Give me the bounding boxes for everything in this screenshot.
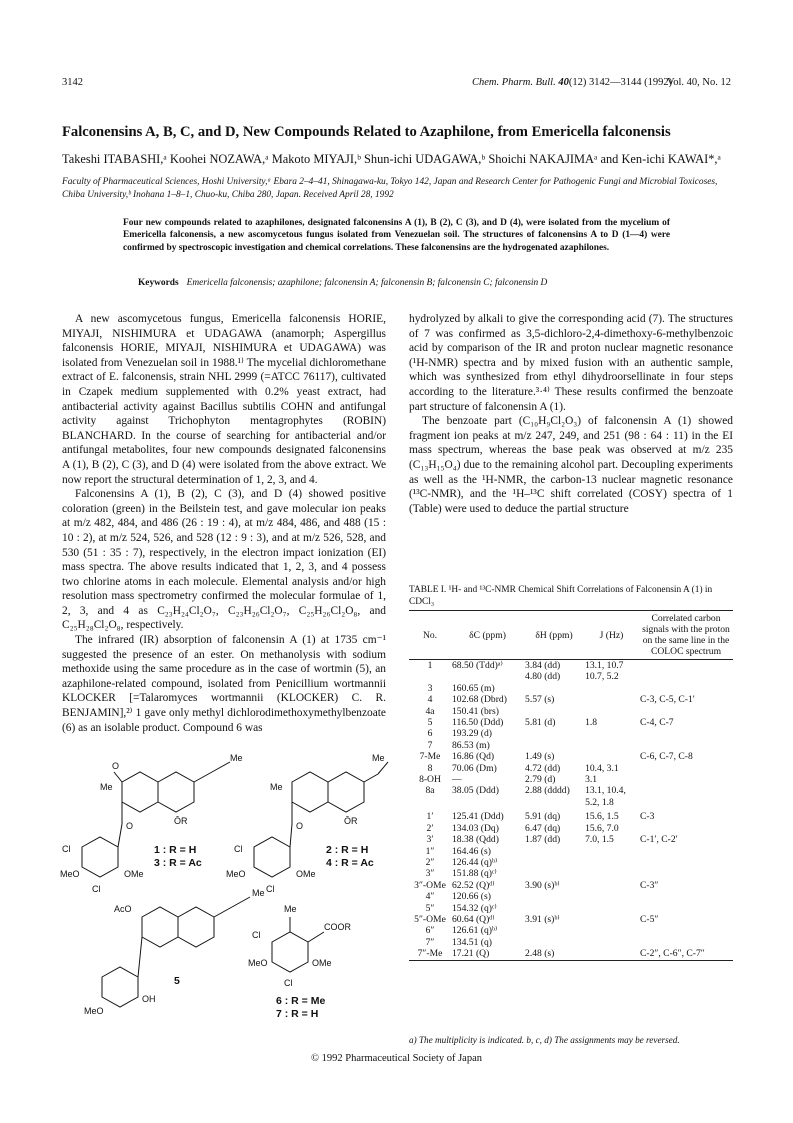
table-row xyxy=(409,937,733,948)
svg-text:Me: Me xyxy=(100,782,113,792)
table-row xyxy=(409,808,733,822)
structure-label: 5 xyxy=(174,975,180,987)
nmr-table xyxy=(409,610,733,961)
table-cell xyxy=(524,683,584,694)
table-row xyxy=(409,925,733,936)
abstract: Four new compounds related to azaphilones, designated falconensins A (1), B (2), C (3), and D (4), were isolated from the mycelium of Emericella falconensis, a new ascomycetous fungus isolated from Venezuelan soil. The structures of falconensins A to D (1—4) were confirmed by spectroscopic investigation and chemical correlations. These falconensins are the hydrogenated azaphilones. xyxy=(123,218,670,253)
table-cell xyxy=(639,868,733,879)
table-cell: 10.7, 5.2 xyxy=(585,671,619,683)
paper-title: Falconensins A, B, C, and D, New Compounds Related to Azaphilone, from Emericella falconensis xyxy=(62,124,671,140)
table-cell xyxy=(584,694,639,705)
table-cell: 17.21 (Q) xyxy=(451,948,524,960)
paragraph: The benzoate part (C₁₀H₉Cl₂O₃) of falconensin A (1) showed fragment ion peaks at m/z 247, 249, and 251 (98 : 64 : 11) in the EI mass spectrum, whereas the base peak was observed at m/z 235 (C₁₃H₁₅O₄) due to the remaining alcohol part. Decoupling experiments as well as the ¹H-NMR, the carbon-13 nuclear magnetic resonance (¹³C-NMR), and the ¹H–¹³C shift correlated (COSY) spectra of 1 (Table) were used to deduce the partial structure xyxy=(409,415,733,515)
table-row xyxy=(409,694,733,705)
table-cell: 120.66 (s) xyxy=(452,891,491,903)
table-cell xyxy=(584,937,639,948)
body-column-left xyxy=(62,312,386,735)
table-cell xyxy=(639,706,733,717)
table-cell: 126.61 (q)ᵇ⁾ xyxy=(452,925,498,937)
table-cell xyxy=(409,671,451,682)
svg-text:OMe: OMe xyxy=(124,869,144,879)
table-cell xyxy=(584,891,639,902)
table-cell: 102.68 (Dbrd) xyxy=(452,694,507,706)
table-cell xyxy=(639,763,733,774)
table-cell: 160.65 (m) xyxy=(452,682,495,694)
table-row xyxy=(409,774,733,785)
col-header-dh: δH (ppm) xyxy=(524,611,584,660)
col-header-j: J (Hz) xyxy=(584,611,639,660)
table-cell: 8 xyxy=(427,762,433,774)
table-row xyxy=(409,660,733,672)
table-body xyxy=(409,660,733,961)
table-row xyxy=(409,751,733,762)
table-cell: C-3″ xyxy=(640,879,659,891)
table-cell: 4.80 (dd) xyxy=(525,671,561,683)
table-cell: 70.06 (Dm) xyxy=(452,762,497,774)
table-cell: 7 xyxy=(427,739,433,751)
col-header-coloc: Correlated carbon signals with the proton on the same line in the COLOC spectrum xyxy=(639,611,733,660)
table-cell xyxy=(584,903,639,914)
table-cell xyxy=(639,846,733,857)
svg-text:OMe: OMe xyxy=(312,958,332,968)
svg-text:OMe: OMe xyxy=(296,869,316,879)
table-cell xyxy=(639,925,733,936)
table-row xyxy=(409,914,733,925)
table-cell: 2′ xyxy=(426,822,434,834)
table-cell: 6 xyxy=(427,728,433,740)
table-cell: 3.91 (s)ᵇ⁾ xyxy=(525,913,560,925)
table-cell: 1.49 (s) xyxy=(525,751,555,763)
svg-text:MeO: MeO xyxy=(84,1006,104,1016)
table-cell: 2.48 (s) xyxy=(524,948,584,960)
table-cell: 4.72 (dd) xyxy=(525,762,561,774)
table-cell: 126.44 (q)ᵇ⁾ xyxy=(452,856,498,868)
table-cell: 7-Me xyxy=(419,751,441,763)
table-cell: 5.91 (dq) xyxy=(525,811,561,823)
table-row xyxy=(409,834,733,845)
table-row xyxy=(409,797,733,808)
table-cell xyxy=(639,740,733,751)
table-cell xyxy=(639,857,733,868)
table-cell: 15.6, 7.0 xyxy=(585,822,619,834)
table-cell xyxy=(584,914,639,925)
svg-text:MeO: MeO xyxy=(248,958,268,968)
structure-label: 2 : R = H xyxy=(326,844,369,856)
table-cell: C-2″, C-6″, C-7″ xyxy=(639,948,733,960)
table-cell xyxy=(524,797,584,808)
table-cell xyxy=(524,728,584,739)
svg-text:Cl: Cl xyxy=(266,884,275,894)
table-cell: 8-OH xyxy=(419,774,441,786)
table-cell: 134.03 (Dq) xyxy=(452,822,499,834)
table-cell: 7.0, 1.5 xyxy=(585,834,614,846)
table-cell: 2.88 (dddd) xyxy=(525,785,570,797)
table-cell: — xyxy=(452,774,462,786)
table-cell: 5″-OMe xyxy=(414,913,446,925)
table-cell: 16.86 (Qd) xyxy=(452,751,495,763)
table-cell: 134.51 (q) xyxy=(452,936,492,948)
table-cell: 2.79 (d) xyxy=(525,774,556,786)
table-cell xyxy=(584,880,639,891)
svg-text:Cl: Cl xyxy=(92,884,101,894)
table-cell xyxy=(524,937,584,948)
table-cell: 154.32 (q)ᶜ⁾ xyxy=(452,902,497,914)
table-cell: 5.57 (s) xyxy=(525,694,555,706)
table-row xyxy=(409,857,733,868)
running-header xyxy=(62,77,731,93)
table-cell: 6.47 (dq) xyxy=(525,822,561,834)
table-footnote: a) The multiplicity is indicated. b, c, d) The assignments may be reversed. xyxy=(409,1035,680,1045)
table-row xyxy=(409,683,733,694)
svg-text:Me: Me xyxy=(270,782,283,792)
table-cell xyxy=(639,671,733,682)
table-cell: 15.6, 1.5 xyxy=(585,811,619,823)
table-cell: 125.41 (Ddd) xyxy=(452,811,504,823)
table-cell xyxy=(639,683,733,694)
table-cell xyxy=(584,846,639,857)
table-cell: 3.90 (s)ᵇ⁾ xyxy=(525,879,560,891)
structure-label: 1 : R = H xyxy=(154,844,197,856)
col-header-no: No. xyxy=(409,611,451,660)
paragraph: Falconensins A (1), B (2), C (3), and D (4) showed positive coloration (green) in the Beilstein test, and gave molecular ion peaks at m/z 482, 484, and 486 (26 : 19 : 4), at m/z 484, 486, and 488 (15 : 10 : 2), at m/z 524, 526, and 528 (12 : 9 : 3), and at m/z 526, 528, and 530 (51 : 35 : 7), respectively, in the electron impact ionization (EI) mass spectra. The above results indicated that 1, 2, 3, and 4 possess two chlorine atoms in each molecule. Elemental analysis and/or high resolution mass spectrometry confirmed the molecular formulae of 1, 2, 3, and 4 as C₂₃H₂₄Cl₂O₇, C₂₃H₂₆Cl₂O₇, C₂₅H₂₆Cl₂O₈, and C₂₅H₂₈Cl₂O₈, respectively. xyxy=(62,488,386,632)
table-cell: 151.88 (q)ᶜ⁾ xyxy=(452,868,497,880)
table-cell: 193.29 (d) xyxy=(452,728,492,740)
table-cell: 3′ xyxy=(426,834,434,846)
paragraph: hydrolyzed by alkali to give the corresponding acid (7). The structures of 7 was confirmed as 3,5-dichloro-2,4-dimethoxy-6-methylbenzoic acid by comparison of the IR and proton nuclear magnetic resonance (¹H-NMR) spectra and by mixed fusion with an authentic sample, which was synthesized from ethyl dihydroorsellinate in four steps according to the literature.³·⁴⁾ These results confirmed the benzoate part structure of falconensin A (1). xyxy=(409,313,733,413)
table-cell: 38.05 (Ddd) xyxy=(452,785,499,797)
structure-label: 3 : R = Ac xyxy=(154,857,202,869)
table-cell: 10.4, 3.1 xyxy=(585,762,619,774)
volume-info: Vol. 40, No. 12 xyxy=(667,77,731,88)
svg-text:AcO: AcO xyxy=(114,904,132,914)
table-cell xyxy=(639,823,733,834)
table-cell: 7″-Me xyxy=(409,948,451,960)
table-cell: 1″ xyxy=(425,845,435,857)
table-cell xyxy=(639,785,733,796)
table-cell: 6″ xyxy=(425,925,435,937)
svg-text:O: O xyxy=(112,761,120,771)
table-cell xyxy=(524,846,584,857)
table-cell: 3″ xyxy=(425,868,435,880)
table-cell: 1′ xyxy=(426,811,434,823)
table-cell: 5.81 (d) xyxy=(525,717,556,729)
table-cell xyxy=(584,706,639,717)
table-cell xyxy=(584,857,639,868)
table-cell: 5″ xyxy=(425,902,435,914)
table-cell: 150.41 (brs) xyxy=(452,705,499,717)
table-cell xyxy=(584,925,639,936)
svg-text:Cl: Cl xyxy=(62,844,71,854)
table-cell: 4a xyxy=(425,705,435,717)
table-cell: C-5″ xyxy=(640,913,659,925)
page-number: 3142 xyxy=(62,77,83,88)
svg-text:Cl: Cl xyxy=(234,844,243,854)
table-cell xyxy=(409,797,451,808)
table-cell: 18.38 (Qdd) xyxy=(452,834,499,846)
svg-text:Cl: Cl xyxy=(284,978,293,988)
structure-label: 4 : R = Ac xyxy=(326,857,374,869)
table-cell: 68.50 (Tdd)ᵃ⁾ xyxy=(452,660,503,671)
table-cell: 3″-OMe xyxy=(414,879,446,891)
table-cell xyxy=(451,797,524,808)
table-row xyxy=(409,948,733,960)
table-cell: C-6, C-7, C-8 xyxy=(640,751,693,763)
table-cell: 164.46 (s) xyxy=(452,845,491,857)
table-cell: 8a xyxy=(425,785,435,797)
table-cell xyxy=(639,774,733,785)
table-cell: 1.87 (dd) xyxy=(525,834,561,846)
svg-text:Cl: Cl xyxy=(252,930,261,940)
chemical-structures-figure xyxy=(62,752,392,1032)
table-cell xyxy=(584,868,639,879)
svg-text:O: O xyxy=(296,821,304,831)
keywords-label: Keywords xyxy=(138,278,179,288)
table-cell: 2″ xyxy=(425,856,435,868)
table-cell: 4 xyxy=(427,694,433,706)
svg-text:MeO: MeO xyxy=(60,869,80,879)
table-cell xyxy=(451,671,524,682)
author-list: Takeshi ITABASHI,ᵃ Koohei NOZAWA,ᵃ Makoto MIYAJI,ᵇ Shun-ichi UDAGAWA,ᵇ Shoichi NAKAJIMAᵃ and Ken-ichi KAWAI*,ᵃ xyxy=(62,152,721,166)
table-cell xyxy=(584,683,639,694)
table-cell xyxy=(584,728,639,739)
table-cell xyxy=(639,797,733,808)
table-cell xyxy=(524,903,584,914)
table-cell: C-1′, C-2′ xyxy=(640,834,678,846)
table-cell xyxy=(639,660,733,672)
table-row xyxy=(409,785,733,796)
table-cell xyxy=(524,740,584,751)
table-cell xyxy=(524,925,584,936)
table-cell: 3.1 xyxy=(585,774,598,786)
table-cell xyxy=(524,706,584,717)
table-cell: 7″ xyxy=(425,936,435,948)
svg-text:MeO: MeO xyxy=(226,869,246,879)
table-cell: 1 xyxy=(427,660,433,671)
table-row xyxy=(409,671,733,682)
table-row xyxy=(409,823,733,834)
table-cell: 62.52 (Q)ᵈ⁾ xyxy=(452,879,495,891)
col-header-dc: δC (ppm) xyxy=(451,611,524,660)
table-row xyxy=(409,880,733,891)
table-row xyxy=(409,903,733,914)
svg-text:ŌR: ŌR xyxy=(344,816,358,826)
keywords xyxy=(138,278,731,288)
table-cell: 13.1, 10.4, xyxy=(585,785,626,797)
svg-text:OH: OH xyxy=(142,994,156,1004)
table-cell: 116.50 (Ddd) xyxy=(452,717,504,729)
svg-text:Me: Me xyxy=(230,753,243,763)
svg-text:COOR: COOR xyxy=(324,922,351,932)
table-row xyxy=(409,891,733,902)
table-caption: TABLE I. ¹H- and ¹³C-NMR Chemical Shift Correlations of Falconensin A (1) in CDCl₃ xyxy=(409,585,713,608)
svg-text:Me: Me xyxy=(252,888,265,898)
table-cell: 1.8 xyxy=(585,717,598,729)
table-row xyxy=(409,717,733,728)
table-cell: 13.1, 10.7 xyxy=(585,660,624,671)
table-row xyxy=(409,763,733,774)
table-cell xyxy=(584,948,639,960)
table-row xyxy=(409,740,733,751)
paragraph: A new ascomycetous fungus, Emericella falconensis HORIE, MIYAJI, NISHIMURA et UDAGAWA (anamorph; Aspergillus falconensis HORIE, MIYAJI, NISHIMURA et UDAGAWA) was isolated from Venezuelan soil in 1988.¹⁾ The mycelial dichloromethane extract of E. falconensis, strain NHL 2999 (=ATCC 76117), cultivated in Czapek medium supplemented with 0.2% yeast extract, had antibacterial activity against Bacillus subtilis COHN and antifungal activity against Trichophyton mentagrophytes (ROBIN) BLANCHARD. In the course of searching for antibacterial and/or antifungal metabolites, four new compounds designated falconensins A (1), B (2), C (3), and D (4) were isolated from the above extract. We now report the structural determination of 1, 2, 3, and 4. xyxy=(62,313,386,486)
table-cell xyxy=(524,857,584,868)
affiliation: Faculty of Pharmaceutical Sciences, Hoshi University,ᵃ Ebara 2–4–41, Shinagawa-ku, Tokyo 142, Japan and Research Center for Pathogenic Fungi and Microbial Toxicoses, Chiba University,ᵇ Inohana 1–8–1, Chuo-ku, Chiba 280, Japan. Received April 28, 1992 xyxy=(62,177,718,200)
structure-label: 6 : R = Me xyxy=(276,995,326,1007)
svg-text:Me: Me xyxy=(284,904,297,914)
table-row xyxy=(409,728,733,739)
table-cell xyxy=(524,891,584,902)
table-cell: 5.2, 1.8 xyxy=(585,796,614,808)
paragraph: The infrared (IR) absorption of falconensin A (1) at 1735 cm⁻¹ suggested the presence of an ester. On methanolysis with sodium methoxide using the same procedure as in the case of wortmin (5), an azaphilone-related compound, isolated from Penicillium wortmannii KLOCKER [=Talaromyces wortmannii (KLOCKER) C. R. BENJAMIN],²⁾ 1 gave only methyl dichlorodimethoxymethylbenzoate (6) as an isolable product. Compound 6 was xyxy=(62,634,386,734)
table-row xyxy=(409,868,733,879)
table-cell xyxy=(584,751,639,762)
table-row xyxy=(409,706,733,717)
table-cell xyxy=(524,868,584,879)
journal-citation: Chem. Pharm. Bull. 40(12) 3142—3144 (1992) xyxy=(472,77,673,88)
structure-label: 7 : R = H xyxy=(276,1008,319,1020)
keywords-text: Emericella falconensis; azaphilone; falconensin A; falconensin B; falconensin C; falconensin D xyxy=(186,278,548,288)
svg-text:O: O xyxy=(126,821,134,831)
table-cell xyxy=(639,903,733,914)
table-cell: 60.64 (Q)ᵈ⁾ xyxy=(452,913,495,925)
svg-text:ŌR: ŌR xyxy=(174,816,188,826)
svg-text:Me: Me xyxy=(372,753,385,763)
table-cell: 5 xyxy=(427,717,433,729)
table-cell xyxy=(639,728,733,739)
table-cell xyxy=(584,740,639,751)
table-cell: 4″ xyxy=(425,891,435,903)
table-cell: C-3 xyxy=(640,811,655,823)
table-cell: C-4, C-7 xyxy=(640,717,674,729)
table-cell xyxy=(639,937,733,948)
table-cell: 3.84 (dd) xyxy=(525,660,561,671)
table-cell: 86.53 (m) xyxy=(452,739,490,751)
table-cell: C-3, C-5, C-1′ xyxy=(640,694,695,706)
body-column-right xyxy=(409,312,733,516)
table-cell xyxy=(639,891,733,902)
table-header-row xyxy=(409,611,733,660)
table-cell: 3 xyxy=(427,682,433,694)
copyright-footer: © 1992 Pharmaceutical Society of Japan xyxy=(311,1053,482,1064)
table-row xyxy=(409,846,733,857)
